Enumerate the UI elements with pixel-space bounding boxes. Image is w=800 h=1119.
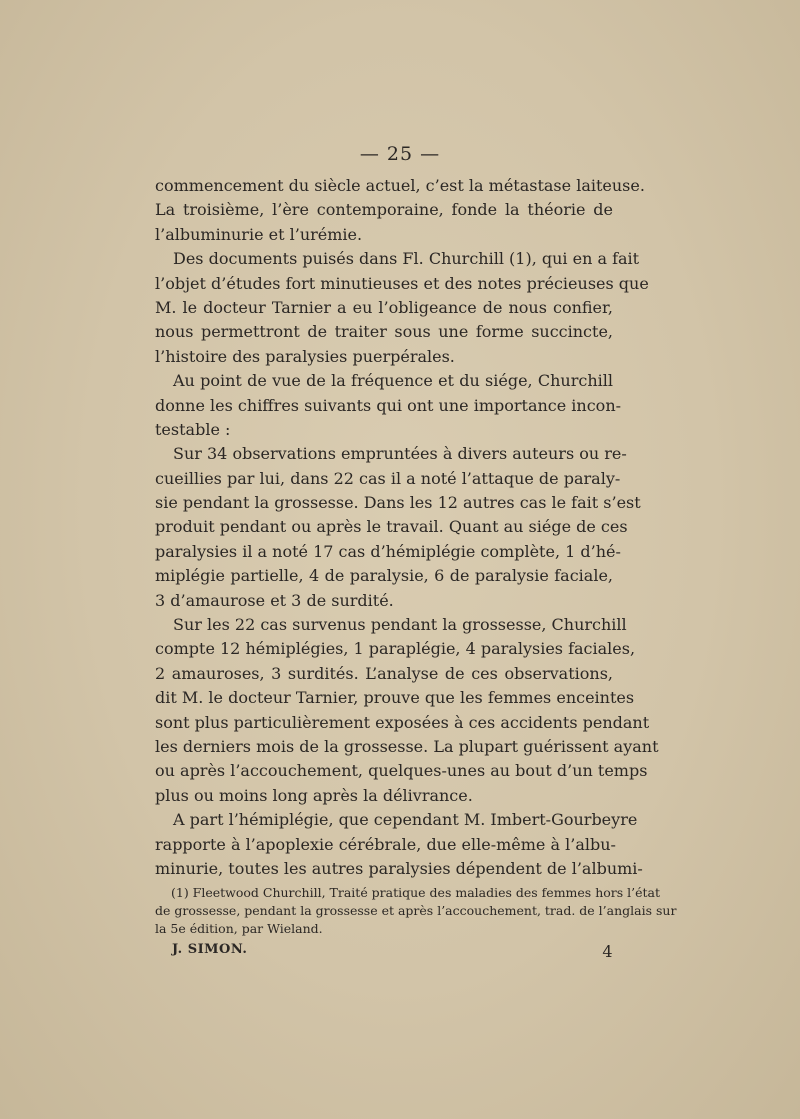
body-text bbox=[155, 174, 659, 881]
footnote bbox=[155, 884, 677, 938]
footnote-line: la 5e édition, par Wieland. bbox=[155, 921, 323, 936]
page-number: — 25 — bbox=[359, 143, 441, 165]
text-line: nous permettront de traiter sous une forme succincte, bbox=[155, 322, 613, 342]
text-line: ou après l’accouchement, quelques-unes au bout d’un temps bbox=[155, 761, 648, 781]
text-line: M. le docteur Tarnier a eu l’obligeance de nous confier, bbox=[155, 297, 613, 317]
text-line: rapporte à l’apoplexie cérébrale, due elle-même à l’albu- bbox=[155, 834, 616, 854]
text-line: l’histoire des paralysies puerpérales. bbox=[155, 346, 455, 366]
footnote-line: de grossesse, pendant la grossesse et après l’accouchement, trad. de l’anglais sur bbox=[155, 903, 677, 918]
text-line: 3 d’amaurose et 3 de surdité. bbox=[155, 590, 394, 610]
text-line: les derniers mois de la grossesse. La plupart guérissent ayant bbox=[155, 736, 659, 756]
text-line: sie pendant la grossesse. Dans les 12 autres cas le fait s’est bbox=[155, 493, 641, 513]
printer-signature: J. SIMON. bbox=[172, 942, 248, 957]
text-line: Des documents puisés dans Fl. Churchill (1), qui en a fait bbox=[173, 249, 640, 269]
text-line: l’albuminurie et l’urémie. bbox=[155, 224, 363, 244]
text-line: A part l’hémiplégie, que cependant M. Imbert-Gourbeyre bbox=[173, 810, 638, 830]
text-line: sont plus particulièrement exposées à ces accidents pendant bbox=[155, 712, 650, 732]
text-line: paralysies il a noté 17 cas d’hémiplégie complète, 1 d’hé- bbox=[155, 541, 621, 561]
text-line: 2 amauroses, 3 surdités. L’analyse de ces observations, bbox=[155, 663, 613, 683]
text-line: Sur les 22 cas survenus pendant la grossesse, Churchill bbox=[173, 615, 627, 635]
text-line: La troisième, l’ère contemporaine, fonde la théorie de bbox=[155, 200, 613, 220]
text-line: dit M. le docteur Tarnier, prouve que les femmes enceintes bbox=[155, 688, 635, 708]
text-line: minurie, toutes les autres paralysies dépendent de l’albumi- bbox=[155, 858, 643, 878]
text-line: compte 12 hémiplégies, 1 paraplégie, 4 paralysies faciales, bbox=[155, 639, 636, 659]
text-line: produit pendant ou après le travail. Quant au siége de ces bbox=[155, 517, 628, 537]
text-line: commencement du siècle actuel, c’est la métastase laiteuse. bbox=[155, 176, 645, 195]
text-line: cueillies par lui, dans 22 cas il a noté l’attaque de paraly- bbox=[155, 468, 621, 488]
sheet-mark: 4 bbox=[602, 942, 613, 961]
text-line: Sur 34 observations empruntées à divers auteurs ou re- bbox=[173, 444, 627, 464]
text-line: Au point de vue de la fréquence et du siége, Churchill bbox=[173, 371, 613, 391]
footnote-line: (1) Fleetwood Churchill, Traité pratique des maladies des femmes hors l’état bbox=[171, 885, 660, 900]
text-line: l’objet d’études fort minutieuses et des notes précieuses que bbox=[155, 273, 649, 293]
text-line: donne les chiffres suivants qui ont une importance incon- bbox=[155, 395, 622, 415]
text-line: testable : bbox=[155, 419, 231, 439]
text-line: miplégie partielle, 4 de paralysie, 6 de paralysie faciale, bbox=[155, 566, 613, 586]
signature-row bbox=[172, 942, 613, 962]
text-line: plus ou moins long après la délivrance. bbox=[155, 785, 473, 805]
